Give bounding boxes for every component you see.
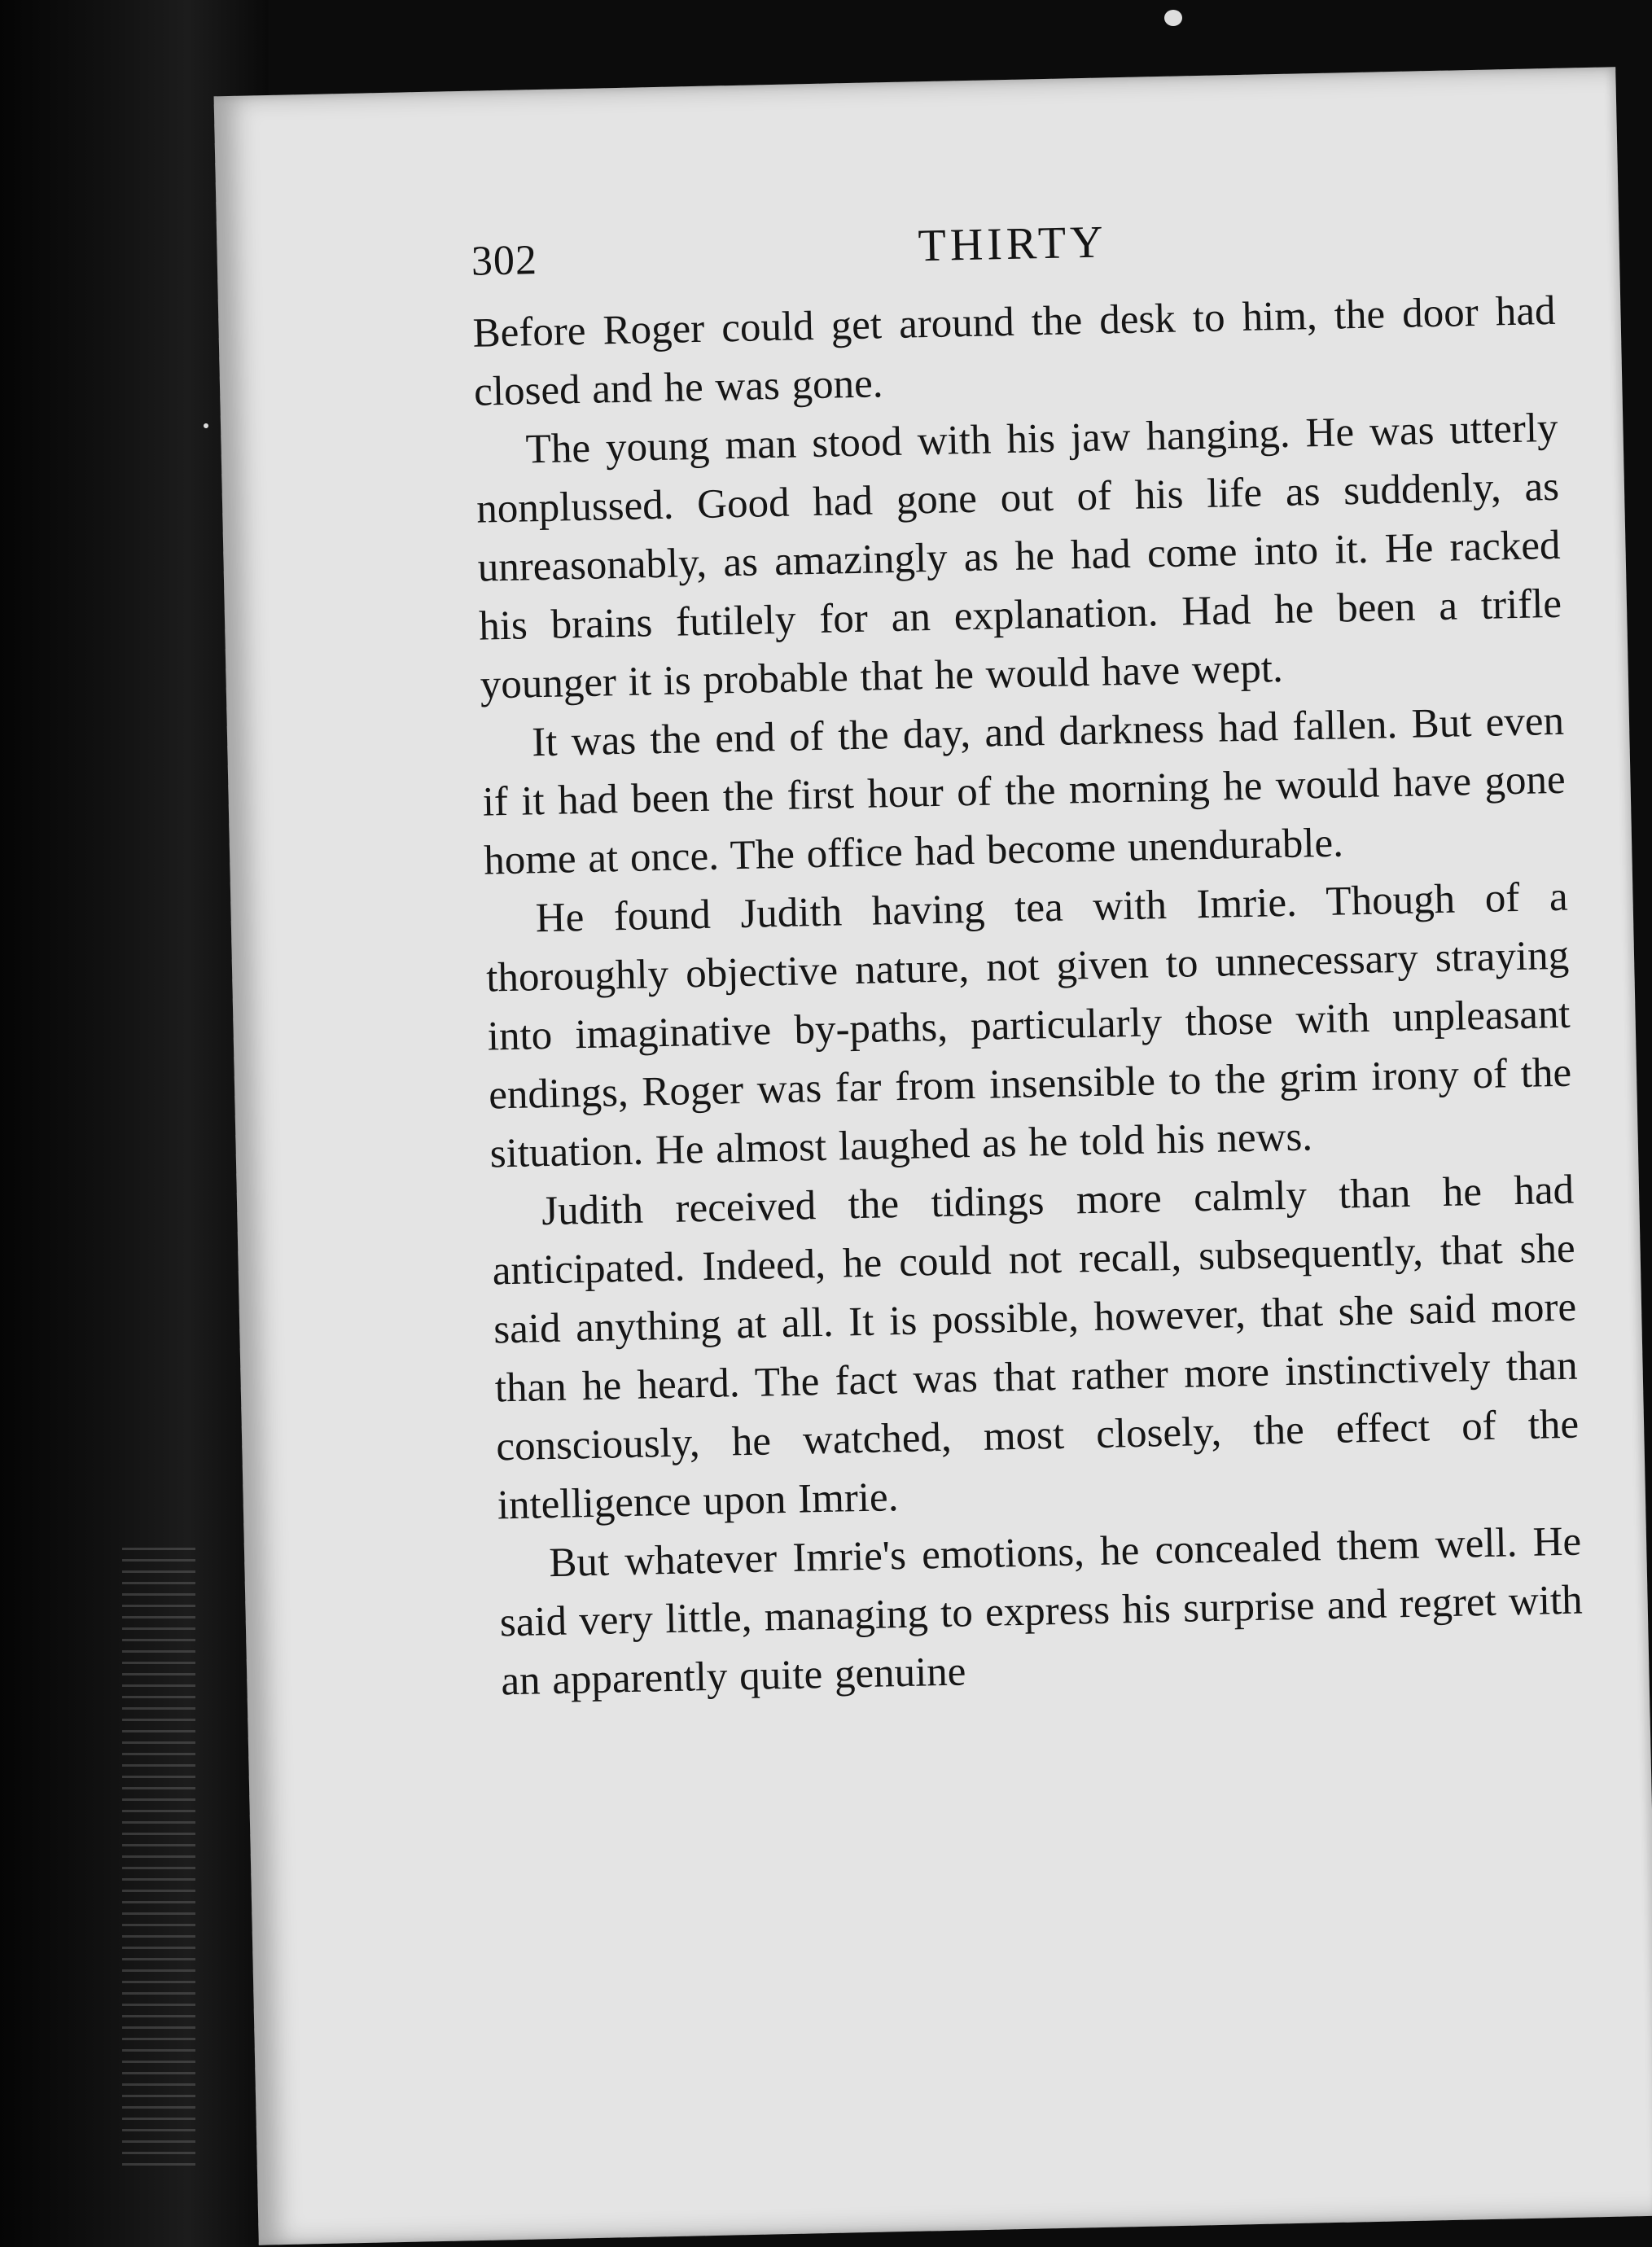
binding-texture [122,1547,195,2166]
paragraph: Judith received the tidings more calmly than he had anticipated. Indeed, he could not recall, subsequently, that she said anything at all. It is possible, however, that she said more than he heard. The fact was that rather more instinctively than consciously, he watched, most closely, the effect of the intelligence upon Imrie. [492,1167,1580,1529]
paragraph: But whatever Imrie's emotions, he concealed them well. He said very little, managing to express his surprise and regret with an apparently quite genuine [499,1518,1584,1705]
body-text [472,282,1584,1710]
page-number: 302 [471,237,538,285]
page-content [471,207,1584,1710]
paragraph: He found Judith having tea with Imrie. Though of a thoroughly objective nature, not given to unnecessary straying into imaginative by-paths, particularly those with unpleasant endings, Roger was far from insensible to the grim irony of the situation. He almost laughed as he told his news. [485,874,1572,1177]
dust-speck [204,423,208,428]
paragraph: It was the end of the day, and darkness had fallen. But even if it had been the first hour of the morning he would have gone home at once. The office had become unendurable. [482,698,1567,884]
paragraph: The young man stood with his jaw hanging. He was utterly nonplussed. Good had gone out of his life as suddenly, as unreasonably, as amazingly as he had come into it. He racked his brains futilely for an explanation. Had he been a trifle younger it is probable that he would have wept. [475,405,1562,708]
running-title: THIRTY [917,217,1108,272]
paragraph: Before Roger could get around the desk to him, the door had closed and he was gone. [472,287,1557,415]
dust-speck [1164,10,1182,26]
book-page [214,67,1652,2245]
